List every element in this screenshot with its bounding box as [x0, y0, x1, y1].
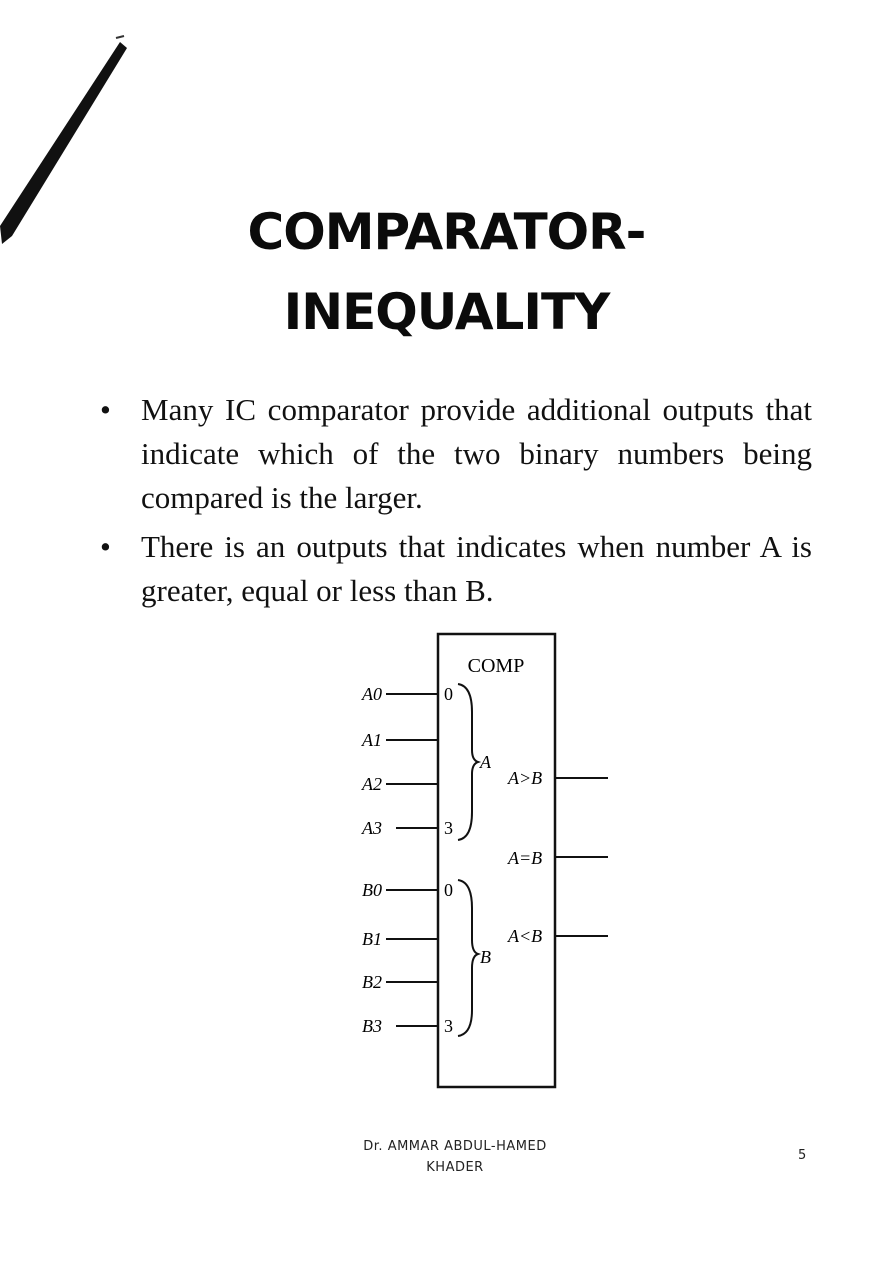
input-label-a2: A2	[362, 774, 382, 794]
input-label-b2: B2	[362, 972, 382, 992]
author-line-1: Dr. AMMAR ABDUL-HAMED	[363, 1139, 547, 1154]
output-label-a-lt-b: A<B	[508, 926, 543, 946]
input-label-a0: A0	[362, 684, 382, 704]
comparator-block-diagram	[340, 620, 640, 1100]
group-a-brace	[458, 684, 478, 840]
output-label-a-eq-b: A=B	[508, 848, 543, 868]
bullet-marker: •	[100, 529, 111, 564]
author-line-2: KHADER	[426, 1160, 484, 1175]
bullet-marker: •	[100, 392, 111, 427]
output-label-a-gt-b: A>B	[508, 768, 543, 788]
input-label-b3: B3	[362, 1016, 382, 1036]
footer-author	[300, 1136, 610, 1178]
group-b-start: 0	[444, 880, 453, 900]
bullet-text: Many IC comparator provide additional outputs that indicate which of the two binary numbers being compared is the larger.	[141, 392, 812, 515]
input-label-b1: B1	[362, 929, 382, 949]
bullet-list	[100, 388, 812, 618]
group-b-name: B	[480, 947, 491, 967]
page-number: 5	[798, 1148, 807, 1163]
input-label-b0: B0	[362, 880, 382, 900]
group-b-brace	[458, 880, 478, 1036]
title-line-1: COMPARATOR-	[247, 203, 646, 261]
group-a-start: 0	[444, 684, 453, 704]
title-line-2: INEQUALITY	[283, 283, 610, 341]
input-label-a1: A1	[362, 730, 382, 750]
block-label: COMP	[467, 655, 525, 677]
group-b-end: 3	[444, 1016, 453, 1036]
bullet-item	[100, 388, 812, 520]
slide-title	[0, 192, 893, 352]
bullet-item	[100, 525, 812, 613]
group-a-end: 3	[444, 818, 453, 838]
bullet-text: There is an outputs that indicates when number A is greater, equal or less than B.	[141, 529, 812, 608]
input-label-a3: A3	[362, 818, 382, 838]
group-a-name: A	[480, 752, 491, 772]
